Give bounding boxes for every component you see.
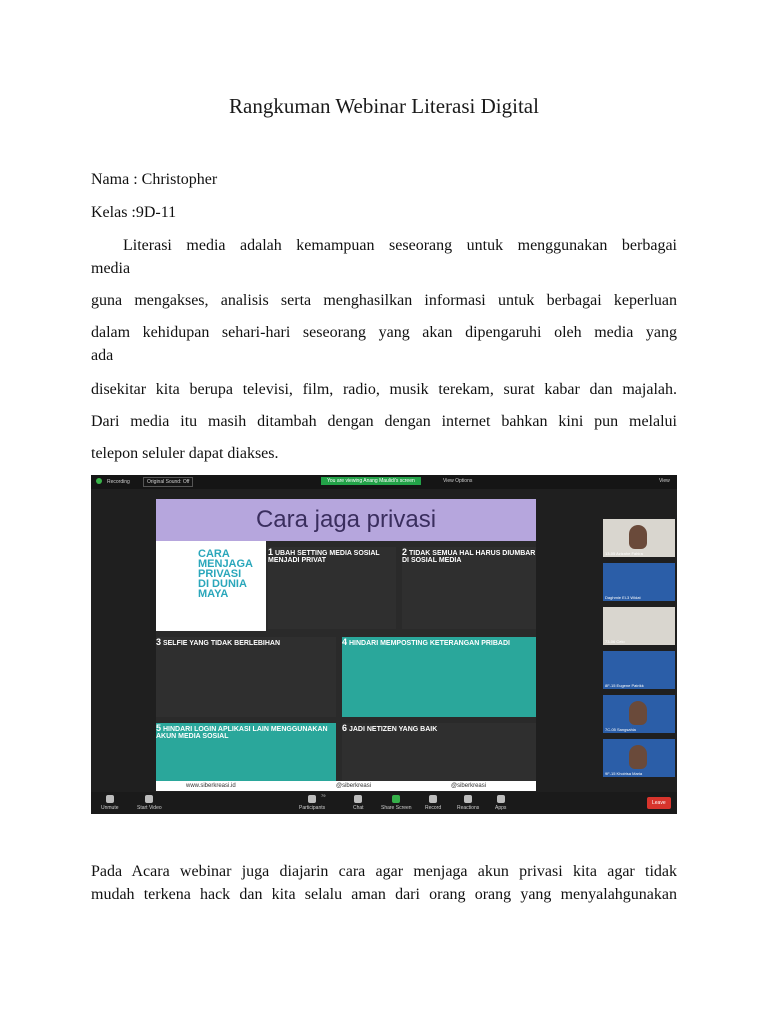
name-line: Nama : Christopher — [91, 171, 218, 188]
social-handle: @siberkreasi — [336, 783, 372, 789]
slide-item — [402, 547, 536, 629]
participant-face — [629, 525, 647, 549]
participant-face — [629, 745, 647, 769]
slide-item — [268, 547, 396, 629]
unmute-button — [101, 795, 119, 811]
participant-name: 9F-15 Khoirisa Maria — [605, 771, 643, 776]
share-screen-label: Share Screen — [381, 805, 412, 811]
paragraph-line: mudah terkena hack dan kita selalu aman dari orang orang yang menyalahgunakan — [91, 886, 677, 903]
reactions-icon — [464, 795, 472, 803]
item-label: HINDARI LOGIN APLIKASI LAIN MENGGUNAKAN AKUN MEDIA SOSIAL — [156, 726, 328, 740]
participant-name: 8F-15 Eugene Patrikk — [605, 683, 644, 688]
video-camera-icon — [145, 795, 153, 803]
shared-slide — [156, 499, 536, 791]
record-button — [425, 795, 441, 811]
paragraph-line: Pada Acara webinar juga diajarin cara agar menjaga akun privasi kita agar tidak — [91, 863, 677, 880]
participant-tile — [603, 739, 675, 777]
slide-item — [342, 637, 536, 717]
start-video-label: Start Video — [137, 805, 162, 811]
item-number: 3 — [156, 637, 162, 647]
slide-footer — [156, 781, 536, 791]
participant-name: 7C-05 Sangsahia — [605, 727, 636, 732]
webinar-screenshot — [91, 475, 677, 814]
item-label: SELFIE YANG TIDAK BERLEBIHAN — [162, 640, 281, 647]
participant-face — [629, 701, 647, 725]
reactions-button — [457, 795, 479, 811]
meeting-top-bar — [91, 475, 677, 489]
slide-item — [342, 723, 536, 781]
share-screen-icon — [392, 795, 400, 803]
brand-line: DI DUNIA — [198, 578, 247, 590]
recording-label: Recording — [107, 479, 130, 485]
item-number: 1 — [268, 547, 274, 557]
participant-tile — [603, 607, 675, 645]
slide-item — [156, 637, 336, 717]
participant-name: Daghmie El-3 Widat — [605, 595, 641, 600]
slide-title: Cara jaga privasi — [156, 499, 536, 541]
participant-tile — [603, 695, 675, 733]
item-label: HINDARI MEMPOSTING KETERANGAN PRIBADI — [348, 640, 510, 647]
security-shield-icon — [96, 478, 102, 484]
slide-brand-panel — [156, 541, 266, 631]
chat-icon — [354, 795, 362, 803]
website-link: www.siberkreasi.id — [186, 783, 236, 789]
original-sound-toggle: Original Sound: Off — [143, 477, 193, 487]
viewing-banner: You are viewing Anang Maulidi's screen — [321, 477, 421, 485]
participants-label: Participants — [299, 805, 326, 811]
slide-item — [156, 723, 336, 781]
item-number: 4 — [342, 637, 348, 647]
participants-count: 79 — [321, 793, 326, 798]
slide-body — [156, 541, 536, 791]
social-handle: @siberkreasi — [451, 783, 487, 789]
item-number: 5 — [156, 723, 162, 733]
item-label: TIDAK SEMUA HAL HARUS DIUMBAR DI SOSIAL MEDIA — [402, 550, 536, 564]
view-button: View — [659, 478, 670, 484]
paragraph-line: disekitar kita berupa televisi, film, radio, musik terekam, surat kabar dan majalah. — [91, 381, 677, 398]
microphone-icon — [106, 795, 114, 803]
apps-label: Apps — [495, 805, 507, 811]
class-line: Kelas :9D-11 — [91, 204, 177, 221]
start-video-button — [137, 795, 162, 811]
brand-line: MENJAGA — [198, 558, 254, 570]
participants-icon — [308, 795, 316, 803]
view-options-menu: View Options — [443, 478, 473, 484]
reactions-label: Reactions — [457, 805, 480, 811]
record-icon — [429, 795, 437, 803]
chat-button — [353, 795, 364, 811]
page-title: Rangkuman Webinar Literasi Digital — [229, 94, 539, 118]
paragraph-line: ada — [91, 347, 114, 364]
unmute-label: Unmute — [101, 805, 119, 811]
item-number: 6 — [342, 723, 348, 733]
brand-line: PRIVASI — [198, 568, 242, 580]
participant-tile — [603, 651, 675, 689]
paragraph-line: guna mengakses, analisis serta menghasilkan informasi untuk berbagai keperluan — [91, 292, 677, 309]
meeting-toolbar — [91, 792, 677, 814]
item-label: JADI NETIZEN YANG BAIK — [348, 726, 438, 733]
paragraph-line: telepon seluler dapat diakses. — [91, 445, 279, 462]
record-label: Record — [425, 805, 442, 811]
paragraph-line: media — [91, 260, 131, 277]
item-number: 2 — [402, 547, 408, 557]
apps-icon — [497, 795, 505, 803]
participant-tile — [603, 563, 675, 601]
chat-label: Chat — [353, 805, 364, 811]
paragraph-line: Dari media itu masih ditambah dengan dengan internet bahkan kini pun melalui — [91, 413, 677, 430]
brand-line: CARA — [198, 548, 230, 560]
participant-tile — [603, 519, 675, 557]
item-label: UBAH SETTING MEDIA SOSIAL MENJADI PRIVAT — [268, 550, 380, 564]
participant-name: 73-06 Celo — [605, 639, 625, 644]
share-screen-button — [381, 795, 412, 811]
paragraph-line: dalam kehidupan sehari-hari seseorang yang akan dipengaruhi oleh media yang — [91, 324, 677, 341]
brand-line: MAYA — [198, 588, 229, 600]
leave-button: Leave — [647, 797, 671, 809]
paragraph-line: Literasi media adalah kemampuan seseorang untuk menggunakan berbagai — [123, 237, 677, 254]
participant-name: 13-05 Azizahe Fahira — [605, 551, 643, 556]
apps-button — [495, 795, 506, 811]
